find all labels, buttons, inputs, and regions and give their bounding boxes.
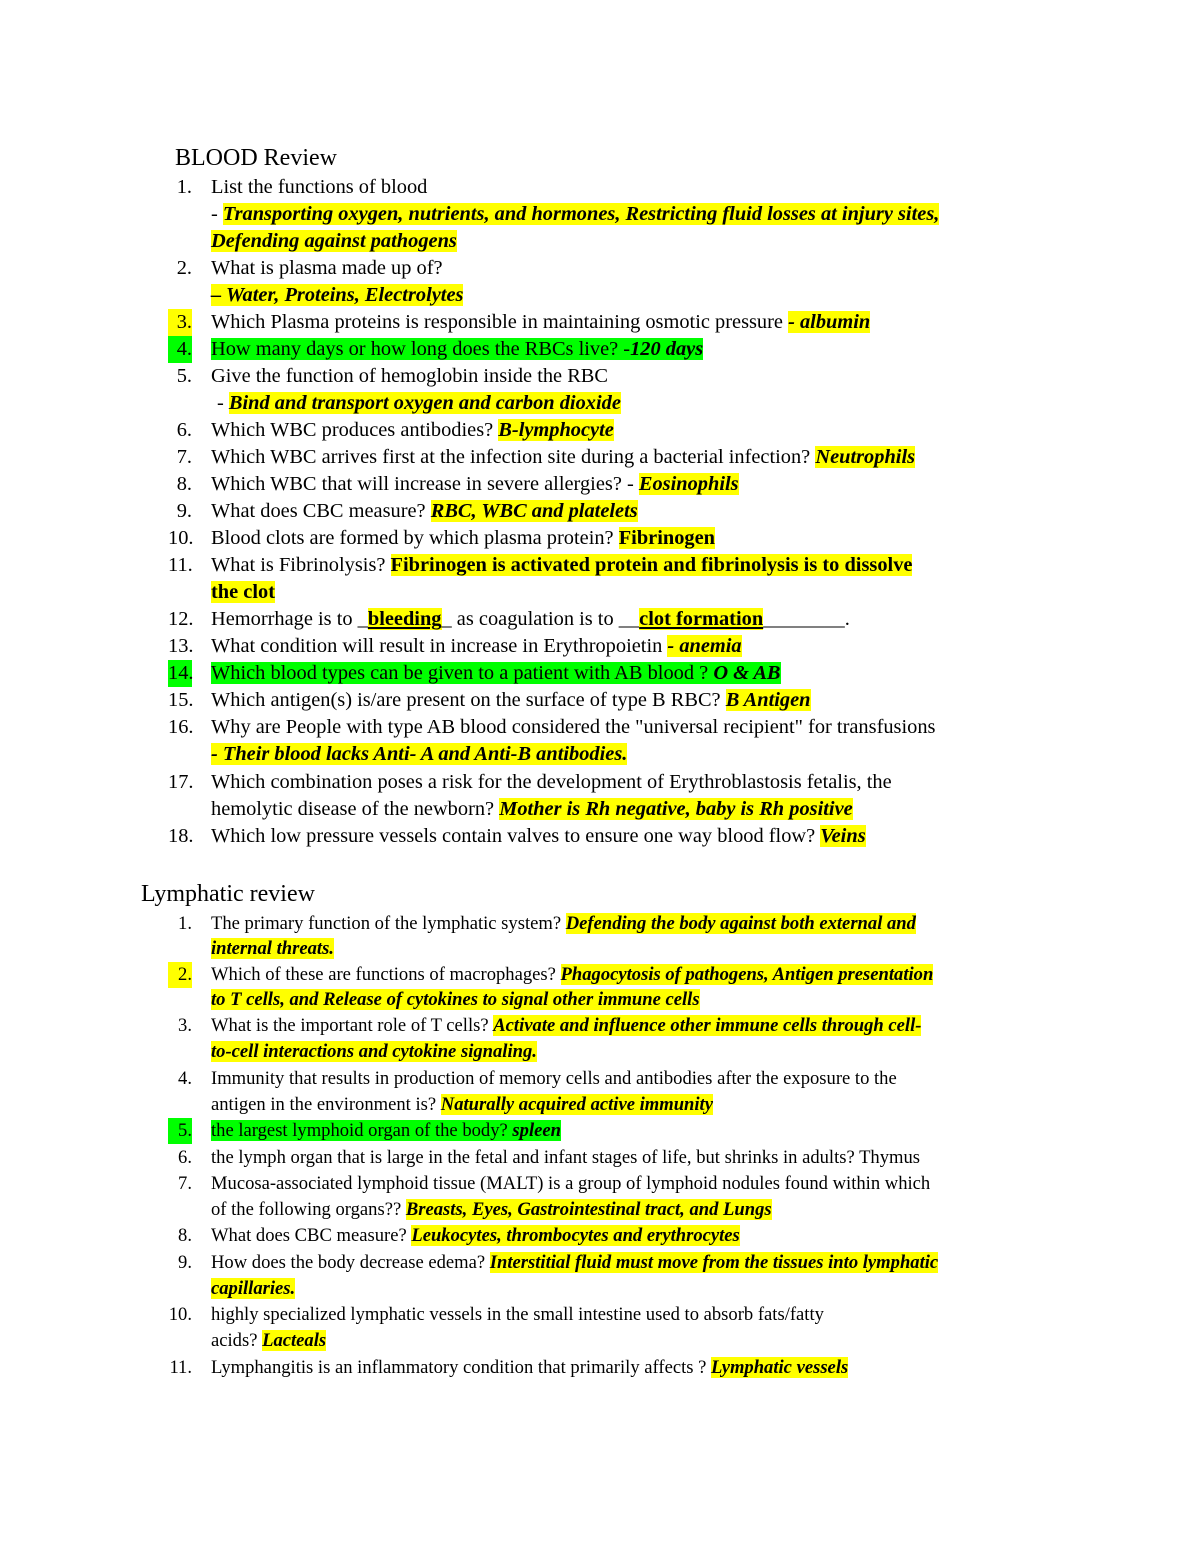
l6-number: 6.	[178, 1147, 192, 1168]
q1-dash: -	[211, 203, 223, 225]
l1-answer-line2	[211, 936, 334, 962]
l10-line2	[211, 1328, 326, 1354]
l10-answer: Lacteals	[262, 1330, 327, 1351]
q9-number: 9.	[176, 500, 192, 522]
l7-number: 7.	[178, 1173, 192, 1194]
q8-dash: -	[626, 473, 639, 495]
q11-line	[211, 552, 912, 579]
q10-text: Blood clots are formed by which plasma protein?	[211, 527, 619, 549]
l8-line	[211, 1223, 740, 1249]
q15-text: Which antigen(s) is/are present on the surface of type B RBC?	[211, 689, 726, 711]
l10-number: 10.	[168, 1304, 192, 1325]
q13-answer: anemia	[679, 635, 742, 657]
q16-answer: Their blood lacks Anti- A and Anti-B antibodies.	[222, 743, 628, 765]
q9-line	[211, 498, 638, 525]
q1-answer-line2	[211, 228, 457, 255]
l2-line	[211, 962, 933, 988]
q11-answer-cont: the clot	[211, 581, 275, 603]
q2-answer-line	[211, 282, 463, 309]
l5-answer: spleen	[512, 1120, 561, 1141]
l8-number: 8.	[178, 1225, 192, 1246]
q12-answer-clot: clot formation	[639, 608, 764, 630]
l7-text: Mucosa-associated lymphoid tissue (MALT) is a group of lymphoid nodules found within which	[211, 1173, 931, 1194]
l10-text: highly specialized lymphatic vessels in the small intestine used to absorb fats/fatty	[211, 1304, 824, 1325]
l1-text: The primary function of the lymphatic system?	[211, 913, 566, 934]
l7-text-cont: of the following organs??	[211, 1199, 406, 1220]
q9-answer: RBC, WBC and platelets	[430, 500, 638, 522]
q5-text: Give the function of hemoglobin inside the RBC	[211, 365, 609, 387]
q16-text: Why are People with type AB blood considered the "universal recipient" for transfusions	[211, 716, 936, 738]
q12-line	[211, 606, 850, 633]
q4-answer: 120 days	[630, 338, 704, 360]
q18-answer: Veins	[820, 825, 866, 847]
q17-number: 17.	[168, 771, 194, 793]
q15-number: 15.	[168, 689, 194, 711]
q7-line	[211, 444, 915, 471]
l3-answer: Activate and influence other immune cells through cell-	[493, 1015, 922, 1036]
l9-number: 9.	[178, 1252, 192, 1273]
q7-number: 7.	[176, 446, 192, 468]
q12-answer-bleeding: bleeding	[367, 608, 442, 630]
l6-text: the lymph organ that is large in the fetal and infant stages of life, but shrinks in adults? Thymus	[211, 1147, 921, 1168]
l7-answer: Breasts, Eyes, Gastrointestinal tract, and Lungs	[405, 1199, 772, 1220]
l4-number: 4.	[178, 1068, 192, 1089]
q18-text: Which low pressure vessels contain valves to ensure one way blood flow?	[211, 825, 821, 847]
q13-line	[211, 633, 742, 660]
l9-text: How does the body decrease edema?	[211, 1252, 490, 1273]
l3-text: What is the important role of T cells?	[211, 1015, 494, 1036]
l3-answer-line2	[211, 1039, 537, 1065]
l5-text: the largest lymphoid organ of the body?	[211, 1120, 513, 1141]
q17-text-cont: hemolytic disease of the newborn?	[211, 798, 500, 820]
q16-answer-line	[211, 741, 627, 768]
l5-line	[211, 1118, 561, 1144]
l4-text: Immunity that results in production of memory cells and antibodies after the exposure to the	[211, 1068, 897, 1089]
q6-line	[211, 417, 614, 444]
q13-dash: -	[667, 635, 680, 657]
l4-answer: Naturally acquired active immunity	[440, 1094, 713, 1115]
q17-answer: Mother is Rh negative, baby is Rh positive	[499, 798, 853, 820]
q11-answer-line2	[211, 579, 275, 606]
q6-number: 6.	[176, 419, 192, 441]
q4-text: How many days or how long does the RBCs live? -	[211, 338, 631, 360]
l2-answer-cont: to T cells, and Release of cytokines to signal other immune cells	[211, 989, 700, 1010]
q11-number: 11.	[168, 554, 193, 576]
q7-text: Which WBC arrives first at the infection site during a bacterial infection?	[211, 446, 816, 468]
q2-text: What is plasma made up of?	[211, 257, 443, 279]
q17-line2	[211, 796, 853, 823]
q13-number: 13.	[168, 635, 194, 657]
l3-answer-cont: to-cell interactions and cytokine signaling.	[211, 1041, 537, 1062]
l11-line	[211, 1355, 848, 1381]
l3-line	[211, 1013, 921, 1039]
q17-text: Which combination poses a risk for the development of Erythroblastosis fetalis, the	[211, 771, 892, 793]
q2-answer: Water, Proteins, Electrolytes	[225, 284, 464, 306]
q16-number: 16.	[168, 716, 194, 738]
l11-text: Lymphangitis is an inflammatory condition that primarily affects ?	[211, 1357, 712, 1378]
q14-text: Which blood types can be given to a patient with AB blood ?	[211, 662, 714, 684]
l2-answer: Phagocytosis of pathogens, Antigen presentation	[560, 964, 934, 985]
q8-answer: Eosinophils	[638, 473, 739, 495]
q1-answer: Transporting oxygen, nutrients, and hormones, Restricting fluid losses at injury sites,	[222, 203, 940, 225]
q11-answer: Fibrinogen is activated protein and fibrinolysis is to dissolve	[390, 554, 913, 576]
q13-text: What condition will result in increase in Erythropoietin	[211, 635, 668, 657]
q7-answer: Neutrophils	[815, 446, 916, 468]
q3-text: Which Plasma proteins is responsible in maintaining osmotic pressure	[211, 311, 789, 333]
q10-line	[211, 525, 715, 552]
q1-answer-cont: Defending against pathogens	[211, 230, 457, 252]
l8-answer: Leukocytes, thrombocytes and erythrocytes	[411, 1225, 740, 1246]
l9-answer-cont: capillaries.	[211, 1278, 296, 1299]
q3-answer: albumin	[799, 311, 871, 333]
q8-text: Which WBC that will increase in severe allergies?	[211, 473, 627, 495]
l1-answer-cont: internal threats.	[211, 938, 334, 959]
q12-number: 12.	[168, 608, 194, 630]
l2-answer-line2	[211, 987, 700, 1013]
lymphatic-review-title: Lymphatic review	[141, 881, 315, 907]
q5-dash: -	[217, 392, 229, 414]
l10-text-cont: acids?	[211, 1330, 263, 1351]
q3-number: 3.	[168, 309, 192, 336]
l1-number: 1.	[178, 913, 192, 934]
l8-text: What does CBC measure?	[211, 1225, 412, 1246]
q14-number: 14.	[168, 660, 192, 687]
q8-line	[211, 471, 739, 498]
l7-line2	[211, 1197, 772, 1223]
q16-dash: -	[211, 743, 223, 765]
q11-text: What is Fibrinolysis?	[211, 554, 391, 576]
q1-number: 1.	[176, 176, 192, 198]
q1-text: List the functions of blood	[211, 176, 428, 198]
q10-number: 10.	[168, 527, 194, 549]
q4-line	[211, 336, 703, 363]
l4-line2	[211, 1092, 713, 1118]
q9-text: What does CBC measure?	[211, 500, 431, 522]
q2-dash: –	[211, 284, 226, 306]
q12-text-a: Hemorrhage is to _	[211, 608, 368, 630]
blood-review-title: BLOOD Review	[175, 145, 337, 171]
q2-number: 2.	[176, 257, 192, 279]
l11-number: 11.	[169, 1357, 192, 1378]
l5-number: 5.	[168, 1118, 192, 1144]
l1-line	[211, 911, 916, 937]
q6-answer: B-lymphocyte	[498, 419, 614, 441]
l2-text: Which of these are functions of macrophages?	[211, 964, 561, 985]
l3-number: 3.	[178, 1015, 192, 1036]
l2-number: 2.	[168, 962, 192, 988]
q5-answer: Bind and transport oxygen and carbon dioxide	[228, 392, 621, 414]
q14-answer: O & AB	[713, 662, 781, 684]
l1-answer: Defending the body against both external and	[565, 913, 916, 934]
q4-number: 4.	[168, 336, 192, 363]
l11-answer: Lymphatic vessels	[711, 1357, 849, 1378]
q8-number: 8.	[176, 473, 192, 495]
q1-answer-line1	[211, 201, 939, 228]
q15-line	[211, 687, 811, 714]
l9-answer: Interstitial fluid must move from the tissues into lymphatic	[489, 1252, 939, 1273]
q15-answer: B Antigen	[725, 689, 811, 711]
q14-line	[211, 660, 781, 687]
l4-text-cont: antigen in the environment is?	[211, 1094, 441, 1115]
q3-line	[211, 309, 870, 336]
q18-line	[211, 823, 866, 850]
l9-answer-line2	[211, 1276, 295, 1302]
q5-answer-line	[217, 390, 621, 417]
q3-dash: -	[788, 311, 800, 333]
q12-text-b: _ as coagulation is to __	[441, 608, 640, 630]
q18-number: 18.	[168, 825, 194, 847]
q5-number: 5.	[176, 365, 192, 387]
q6-text: Which WBC produces antibodies?	[211, 419, 499, 441]
q10-answer: Fibrinogen	[618, 527, 716, 549]
l9-line	[211, 1250, 938, 1276]
q12-text-c: ________.	[763, 608, 850, 630]
